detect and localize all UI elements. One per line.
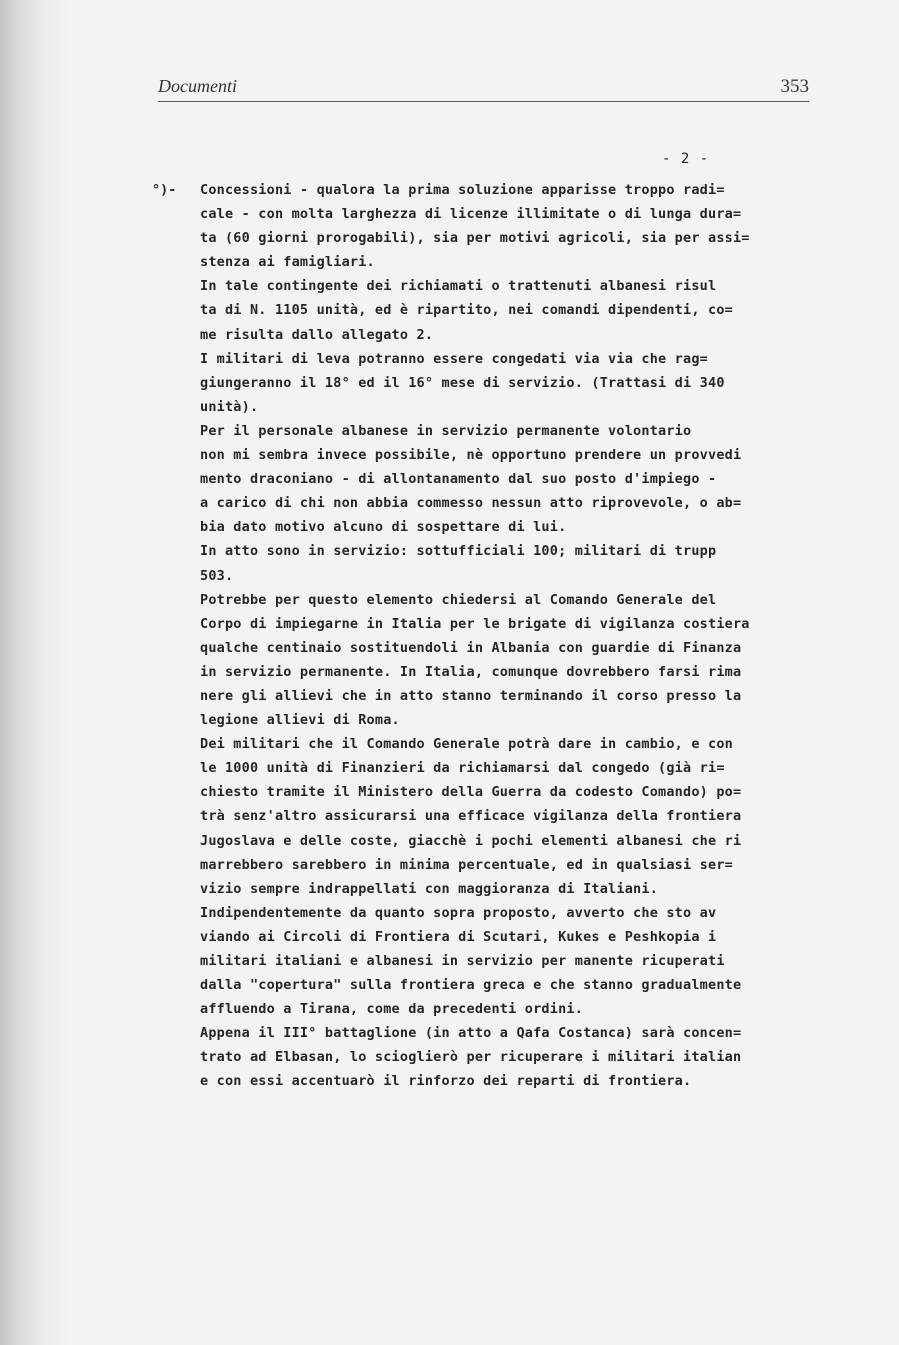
text-line: mento draconiano - di allontanamento dal suo posto d'impiego - (200, 471, 717, 488)
text-line: chiesto tramite il Ministero della Guerra da codesto Comando) po= (200, 784, 742, 801)
text-line: marrebbero sarebbero in minima percentuale, ed in qualsiasi ser= (200, 856, 733, 873)
text-line: viando ai Circoli di Frontiera di Scutari, Kukes e Peshkopia i (200, 928, 717, 945)
text-line: cale - con molta larghezza di licenze illimitate o di lunga dura= (200, 206, 742, 223)
text-line: a carico di chi non abbia commesso nessun atto riprovevole, o ab= (200, 495, 742, 512)
list-item-marker: °)- (152, 182, 177, 198)
text-line: e con essi accentuarò il rinforzo dei reparti di frontiera. (200, 1073, 692, 1090)
scan-binding-shadow (0, 0, 70, 1345)
text-line: legione allievi di Roma. (200, 712, 400, 729)
text-line: unità). (200, 398, 259, 415)
text-line: trato ad Elbasan, lo scioglierò per ricuperare i militari italian (200, 1049, 742, 1066)
typewritten-body (200, 178, 810, 1094)
text-line: nere gli allievi che in atto stanno terminando il corso presso la (200, 687, 742, 704)
text-line: me risulta dallo allegato 2. (200, 326, 434, 343)
text-line: ta di N. 1105 unità, ed è ripartito, nei comandi dipendenti, co= (200, 302, 733, 319)
text-line: dalla "copertura" sulla frontiera greca e che stanno gradualmente (200, 977, 742, 994)
text-line: Corpo di impiegarne in Italia per le brigate di vigilanza costiera (200, 615, 750, 632)
text-line: Potrebbe per questo elemento chiedersi al Comando Generale del (200, 591, 717, 608)
text-line: Jugoslava e delle coste, giacchè i pochi elementi albanesi che ri (200, 832, 742, 849)
text-line: ta (60 giorni prorogabili), sia per motivi agricoli, sia per assi= (200, 230, 750, 247)
text-line: trà senz'altro assicurarsi una efficace vigilanza della frontiera (200, 808, 742, 825)
text-line: In atto sono in servizio: sottufficiali 100; militari di trupp (200, 543, 717, 560)
header-divider (158, 101, 809, 102)
text-line: affluendo a Tirana, come da precedenti ordini. (200, 1001, 584, 1018)
text-line: I militari di leva potranno essere congedati via via che rag= (200, 350, 708, 367)
text-line: 503. (200, 567, 234, 584)
typed-page-number: - 2 - (662, 151, 710, 167)
text-line: in servizio permanente. In Italia, comunque dovrebbero farsi rima (200, 663, 742, 680)
text-line: Appena il III° battaglione (in atto a Qafa Costanca) sarà concen= (200, 1025, 742, 1042)
text-line: stenza ai famigliari. (200, 254, 375, 271)
text-line: Indipendentemente da quanto sopra proposto, avverto che sto av (200, 904, 717, 921)
text-line: le 1000 unità di Finanzieri da richiamarsi dal congedo (già ri= (200, 760, 725, 777)
running-header-title: Documenti (158, 76, 237, 96)
text-line: qualche centinaio sostituendoli in Albania con guardie di Finanza (200, 639, 742, 656)
text-line: giungeranno il 18° ed il 16° mese di servizio. (Trattasi di 340 (200, 374, 725, 391)
text-line: bia dato motivo alcuno di sospettare di lui. (200, 519, 567, 536)
running-header-page-number: 353 (780, 76, 809, 97)
text-line: Per il personale albanese in servizio permanente volontario (200, 422, 692, 439)
text-line: Dei militari che il Comando Generale potrà dare in cambio, e con (200, 736, 733, 753)
text-line: In tale contingente dei richiamati o trattenuti albanesi risul (200, 278, 717, 295)
text-line: militari italiani e albanesi in servizio per manente ricuperati (200, 953, 725, 969)
text-line: Concessioni - qualora la prima soluzione apparisse troppo radi= (200, 182, 725, 198)
text-line: non mi sembra invece possibile, nè opportuno prendere un provvedi (200, 447, 742, 464)
text-line: vizio sempre indrappellati con maggioranza di Italiani. (200, 880, 659, 897)
